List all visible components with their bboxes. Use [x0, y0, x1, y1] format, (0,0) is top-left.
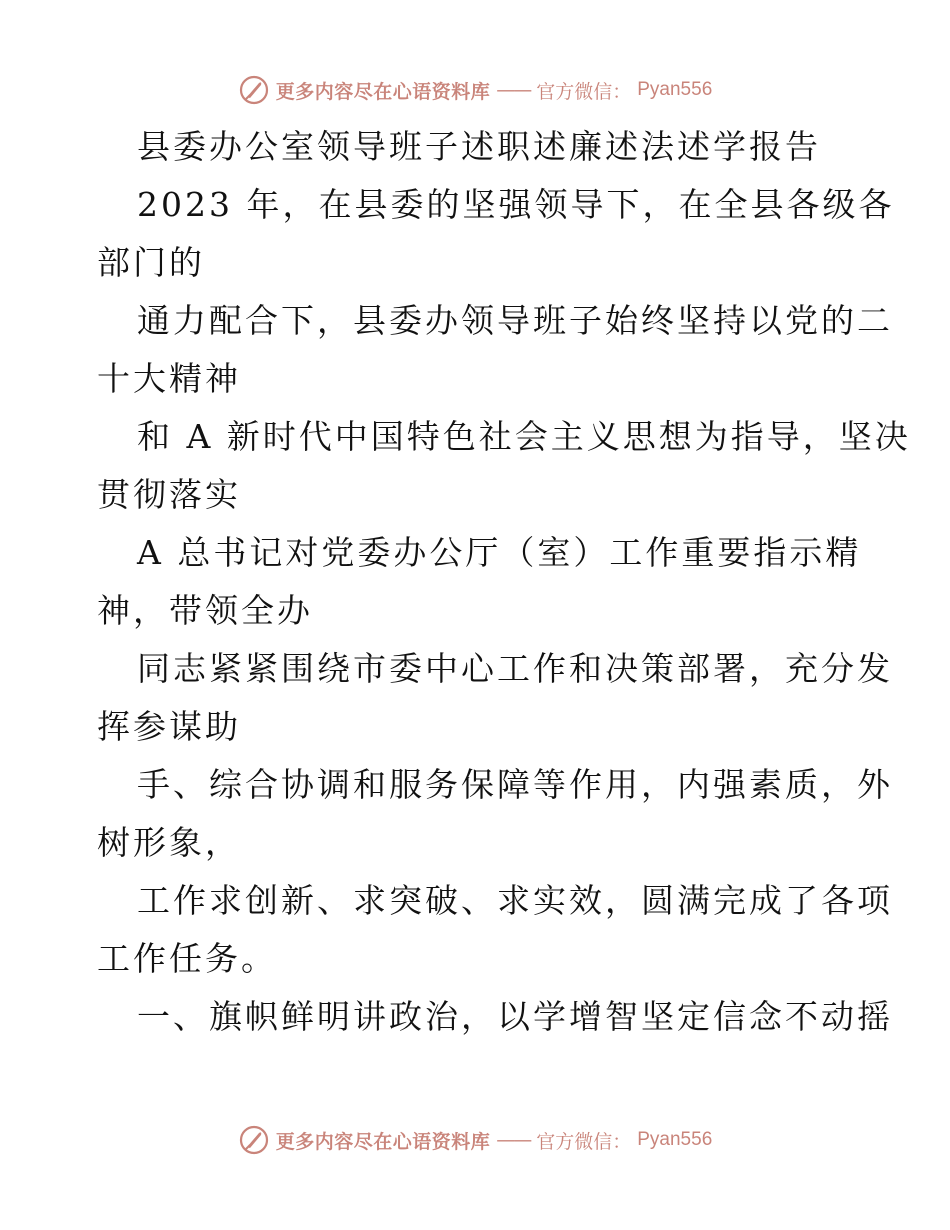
document-title: 县委办公室领导班子述职述廉述法述学报告: [137, 127, 821, 166]
paragraph-line: 2023 年，在县委的坚强领导下，在全县各级各: [137, 185, 895, 224]
quill-pen-logo-icon: [238, 1124, 270, 1156]
watermark-main-text: 更多内容尽在心语资料库: [275, 1130, 491, 1153]
paragraph-line: 工作求创新、求突破、求实效，圆满完成了各项: [137, 881, 893, 920]
watermark-separator: ——: [496, 1129, 531, 1151]
paragraph-line: 和 A 新时代中国特色社会主义思想为指导，坚决: [137, 417, 911, 456]
watermark-group: [238, 1124, 713, 1156]
header-watermark: [0, 72, 950, 108]
section-heading: 一、旗帜鲜明讲政治，以学增智坚定信念不动摇: [137, 997, 893, 1036]
watermark-main-text: 更多内容尽在心语资料库: [275, 80, 491, 103]
quill-pen-logo-icon: [238, 74, 270, 106]
footer-watermark: [0, 1122, 950, 1158]
document-body: [97, 118, 911, 1046]
watermark-sub-text: 官方微信：: [536, 80, 632, 103]
paragraph-line: 神，带领全办: [97, 591, 313, 630]
paragraph-line: 工作任务。: [97, 939, 277, 978]
paragraph-line: 贯彻落实: [97, 475, 241, 514]
paragraph-line: A 总书记对党委办公厅（室）工作重要指示精: [137, 533, 862, 572]
paragraph-line: 十大精神: [97, 359, 241, 398]
watermark-group: [238, 74, 713, 106]
paragraph-line: 部门的: [97, 243, 205, 282]
paragraph-line: 同志紧紧围绕市委中心工作和决策部署，充分发: [137, 649, 893, 688]
paragraph-line: 挥参谋助: [97, 707, 241, 746]
paragraph-line: 手、综合协调和服务保障等作用，内强素质，外: [137, 765, 893, 804]
watermark-wechat-id: Pyan556: [637, 79, 713, 100]
watermark-wechat-id: Pyan556: [637, 1129, 713, 1150]
watermark-sub-text: 官方微信：: [536, 1130, 632, 1153]
paragraph-line: 通力配合下，县委办领导班子始终坚持以党的二: [137, 301, 893, 340]
watermark-separator: ——: [496, 79, 531, 101]
paragraph-line: 树形象，: [97, 823, 241, 862]
